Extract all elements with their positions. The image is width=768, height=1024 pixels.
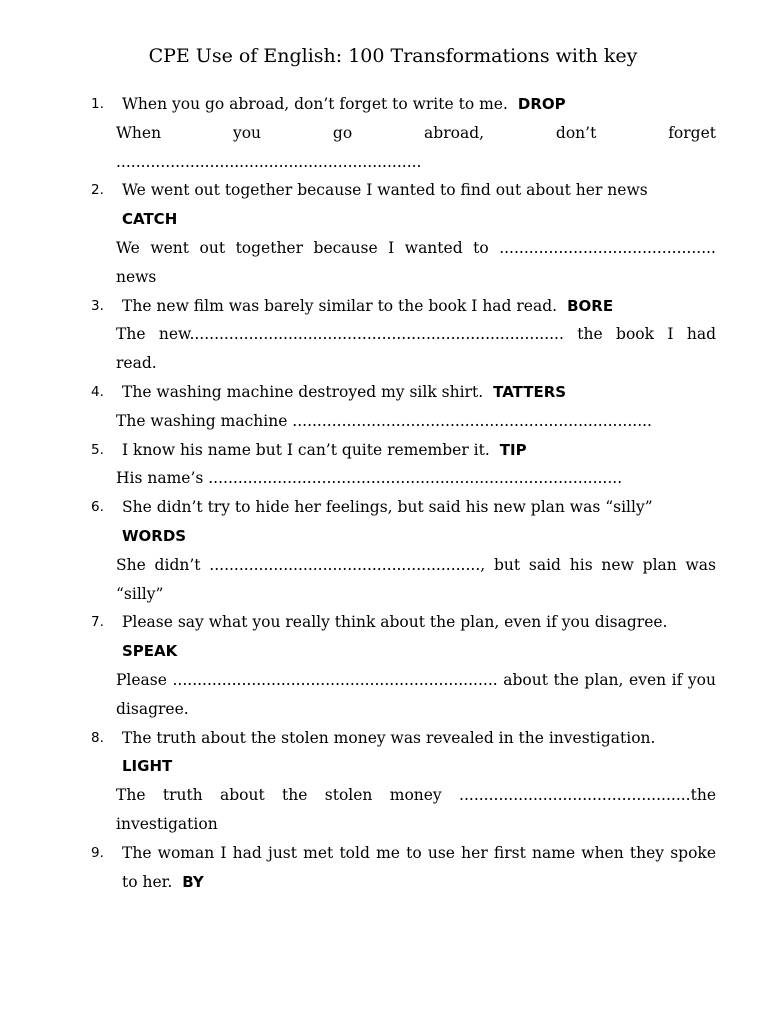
answer-text: The new............................................................................ the book I had read. (116, 325, 716, 373)
keyword: SPEAK (122, 642, 178, 661)
question-sentence: The woman I had just met told me to use her first name when they spoke to her. (122, 843, 716, 891)
question-sentence: The new film was barely similar to the book I had read. (122, 296, 558, 315)
keyword: DROP (517, 95, 566, 113)
keyword: BY (182, 872, 204, 891)
keyword: LIGHT (122, 757, 173, 776)
question-sentence: Please say what you really think about the plan, even if you disagree. (122, 613, 668, 632)
answer-text: The washing machine ......................................................................... (116, 411, 652, 430)
keyword: BORE (567, 296, 614, 315)
exercise-item-2 (0, 176, 768, 291)
keyword: TIP (499, 440, 527, 459)
question-sentence: She didn’t try to hide her feelings, but said his new plan was “silly” (122, 498, 653, 517)
question-text (122, 90, 716, 119)
exercise-item-1 (0, 90, 768, 176)
question-text (122, 292, 716, 321)
item-number: 8. (91, 729, 104, 746)
question-text (122, 493, 716, 551)
exercise-item-9 (0, 839, 768, 897)
exercise-item-4 (0, 378, 768, 436)
keyword: CATCH (122, 210, 178, 229)
answer-gap: .............................................................. (116, 152, 422, 171)
question-text (122, 724, 716, 782)
question-sentence: The washing machine destroyed my silk shirt. (122, 382, 484, 401)
item-number: 9. (91, 844, 104, 861)
question-sentence: We went out together because I wanted to find out about her news (122, 181, 648, 200)
item-number: 6. (91, 499, 104, 516)
question-sentence: The truth about the stolen money was revealed in the investigation. (122, 728, 656, 747)
page-title: CPE Use of English: 100 Transformations with key (148, 45, 638, 67)
answer-text (116, 119, 716, 177)
question-sentence: I know his name but I can’t quite remember it. (122, 440, 490, 459)
exercise-list (0, 90, 768, 896)
question-text (122, 839, 716, 897)
answer-text: Please .................................................................. about the plan, even if you disagree. (116, 670, 716, 718)
answer-text: She didn’t ......................................................., but said his new plan was “silly” (116, 555, 716, 603)
item-number: 7. (91, 614, 104, 631)
answer-text: We went out together because I wanted to ............................................ news (116, 238, 716, 286)
question-sentence: When you go abroad, don’t forget to write to me. (122, 95, 508, 113)
exercise-item-6 (0, 493, 768, 608)
item-number: 2. (91, 182, 104, 199)
answer-text: His name’s .................................................................................... (116, 469, 623, 488)
question-text (122, 436, 716, 465)
keyword: WORDS (122, 526, 187, 545)
exercise-item-5 (0, 436, 768, 494)
exercise-item-7 (0, 608, 768, 723)
question-text (122, 176, 716, 234)
keyword: TATTERS (493, 382, 567, 401)
question-text (122, 378, 716, 407)
item-number: 4. (91, 383, 104, 400)
item-number: 5. (91, 441, 104, 458)
exercise-item-3 (0, 292, 768, 378)
item-number: 1. (91, 96, 104, 112)
question-text (122, 608, 716, 666)
exercise-item-8 (0, 724, 768, 839)
answer-text: The truth about the stolen money ...............................................the investigation (116, 786, 716, 833)
answer-line: When you go abroad, don’t forget (116, 123, 716, 142)
item-number: 3. (91, 297, 104, 314)
